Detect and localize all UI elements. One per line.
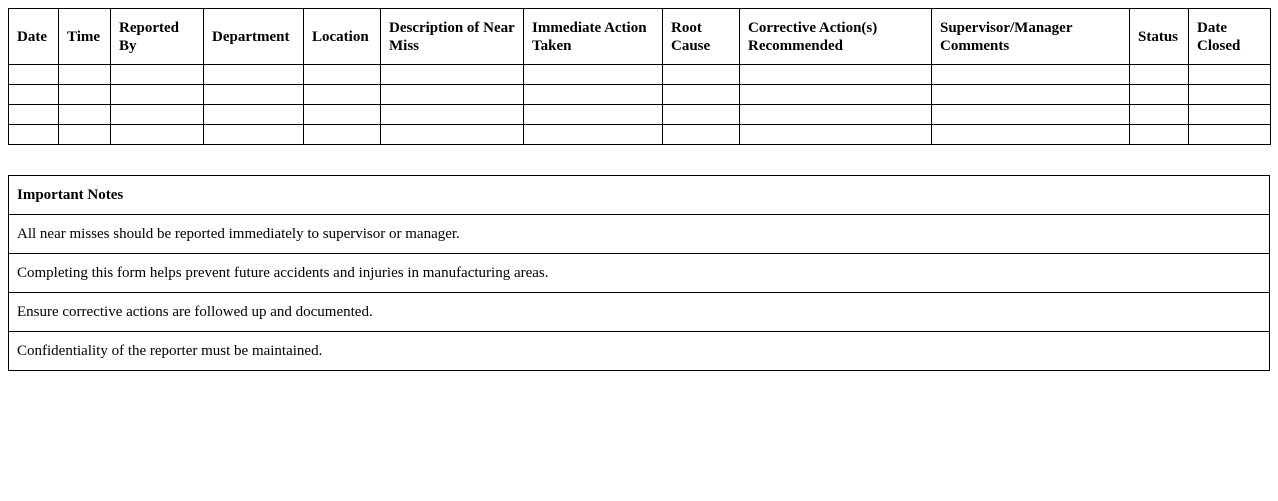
table-cell[interactable] (932, 65, 1130, 85)
table-cell[interactable] (111, 85, 204, 105)
table-cell[interactable] (1130, 65, 1189, 85)
column-header-department: Department (204, 9, 304, 65)
table-cell[interactable] (1189, 105, 1271, 125)
table-cell[interactable] (9, 105, 59, 125)
table-cell[interactable] (1189, 65, 1271, 85)
column-header-status: Status (1130, 9, 1189, 65)
column-header-immediate-action: Immediate Action Taken (524, 9, 663, 65)
column-header-location: Location (304, 9, 381, 65)
table-cell[interactable] (663, 85, 740, 105)
table-cell[interactable] (1189, 85, 1271, 105)
table-cell[interactable] (9, 125, 59, 145)
table-cell[interactable] (381, 105, 524, 125)
list-item (9, 293, 1270, 332)
list-item (9, 332, 1270, 371)
table-cell[interactable] (524, 125, 663, 145)
table-cell[interactable] (663, 65, 740, 85)
table-cell[interactable] (204, 65, 304, 85)
table-cell[interactable] (740, 125, 932, 145)
table-cell[interactable] (663, 125, 740, 145)
table-cell[interactable] (111, 65, 204, 85)
table-cell[interactable] (1130, 105, 1189, 125)
note-text: Completing this form helps prevent future accidents and injuries in manufacturing areas. (9, 254, 1270, 293)
table-cell[interactable] (381, 125, 524, 145)
note-text: Confidentiality of the reporter must be maintained. (9, 332, 1270, 371)
note-text: All near misses should be reported immediately to supervisor or manager. (9, 215, 1270, 254)
table-cell[interactable] (381, 65, 524, 85)
table-cell[interactable] (59, 65, 111, 85)
table-cell[interactable] (524, 105, 663, 125)
near-miss-log-table (8, 8, 1271, 145)
important-notes-table (8, 175, 1270, 371)
column-header-description: Description of Near Miss (381, 9, 524, 65)
notes-title: Important Notes (9, 176, 1270, 215)
table-cell[interactable] (204, 105, 304, 125)
table-row (9, 105, 1271, 125)
table-cell[interactable] (204, 125, 304, 145)
table-cell[interactable] (740, 65, 932, 85)
table-cell[interactable] (524, 85, 663, 105)
table-cell[interactable] (1189, 125, 1271, 145)
column-header-root-cause: Root Cause (663, 9, 740, 65)
column-header-corrective-actions: Corrective Action(s) Recommended (740, 9, 932, 65)
table-cell[interactable] (932, 85, 1130, 105)
table-cell[interactable] (204, 85, 304, 105)
table-cell[interactable] (740, 85, 932, 105)
table-cell[interactable] (524, 65, 663, 85)
table-cell[interactable] (304, 105, 381, 125)
column-header-supervisor-comments: Supervisor/Manager Comments (932, 9, 1130, 65)
table-cell[interactable] (1130, 125, 1189, 145)
column-header-date: Date (9, 9, 59, 65)
table-cell[interactable] (111, 105, 204, 125)
list-item (9, 254, 1270, 293)
table-cell[interactable] (304, 85, 381, 105)
table-cell[interactable] (932, 105, 1130, 125)
notes-header-row (9, 176, 1270, 215)
header-row (9, 9, 1271, 65)
table-cell[interactable] (59, 105, 111, 125)
table-cell[interactable] (740, 105, 932, 125)
list-item (9, 215, 1270, 254)
table-cell[interactable] (59, 85, 111, 105)
note-text: Ensure corrective actions are followed up and documented. (9, 293, 1270, 332)
table-cell[interactable] (59, 125, 111, 145)
table-row (9, 125, 1271, 145)
table-row (9, 85, 1271, 105)
table-row (9, 65, 1271, 85)
table-cell[interactable] (663, 105, 740, 125)
table-cell[interactable] (111, 125, 204, 145)
table-cell[interactable] (932, 125, 1130, 145)
table-cell[interactable] (9, 65, 59, 85)
table-cell[interactable] (1130, 85, 1189, 105)
column-header-reported-by: Reported By (111, 9, 204, 65)
column-header-date-closed: Date Closed (1189, 9, 1271, 65)
table-cell[interactable] (381, 85, 524, 105)
table-cell[interactable] (304, 65, 381, 85)
column-header-time: Time (59, 9, 111, 65)
table-cell[interactable] (304, 125, 381, 145)
table-cell[interactable] (9, 85, 59, 105)
